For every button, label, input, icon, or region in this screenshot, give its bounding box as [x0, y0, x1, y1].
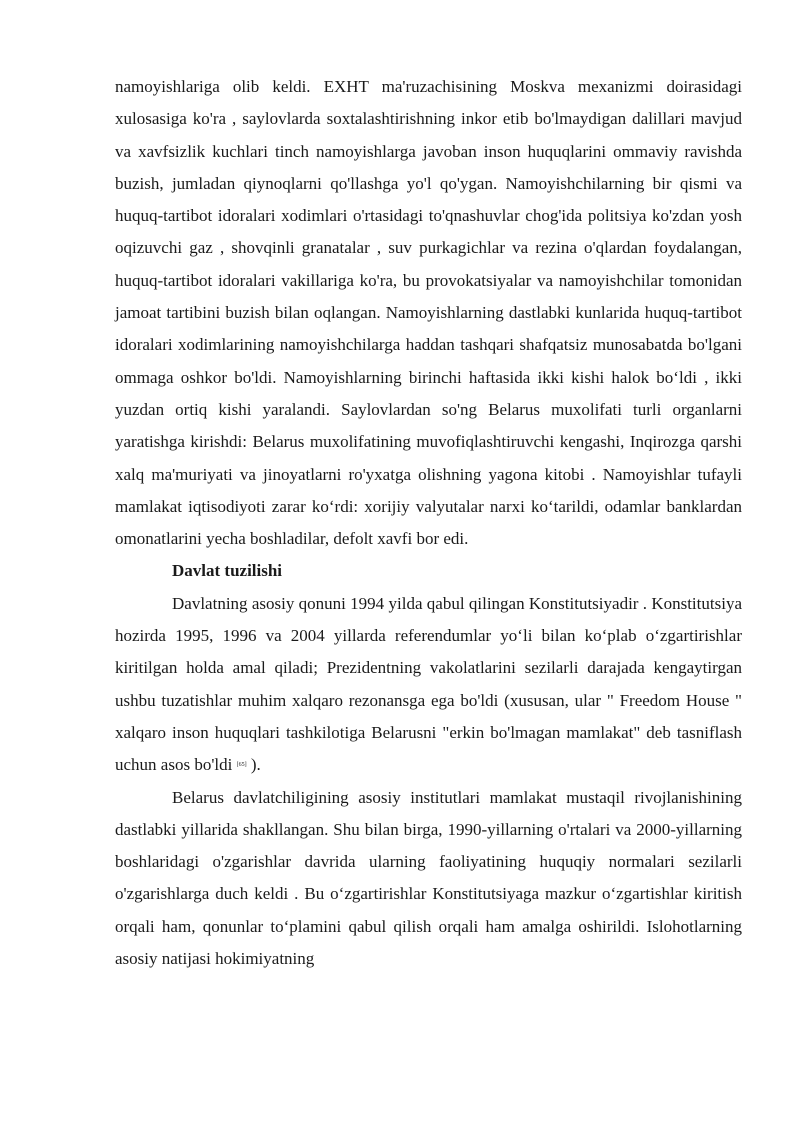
paragraph-constitution	[115, 588, 742, 782]
paragraph-institutions: Belarus davlatchiligining asosiy institutlari mamlakat mustaqil rivojlanishining dastlabki yillarida shakllangan. Shu bilan birga, 1990-yillarning o'rtalari va 2000-yillarning boshlaridagi o'zgarishlar davrida ularning faoliyatining huquqiy normalari sezilarli o'zgarishlarga duch keldi . Bu o‘zgartirishlar Konstitutsiyaga mazkur o‘zgartishlar kiritish orqali ham, qonunlar to‘plamini qabul qilish orqali ham amalga oshirildi. Islohotlarning asosiy natijasi hokimiyatning	[115, 787, 742, 969]
document-body	[115, 71, 742, 975]
paragraph-constitution-end: ).	[246, 755, 261, 775]
section-heading: Davlat tuzilishi	[172, 561, 283, 581]
footnote-reference[interactable]: [65]	[236, 762, 247, 769]
paragraph-constitution-text: Davlatning asosiy qonuni 1994 yilda qabul qilingan Konstitutsiyadir . Konstitutsiya hozirda 1995, 1996 va 2004 yillarda referendumlar yo‘li bilan ko‘plab o‘zgartirishlar kiritilgan holda amal qiladi; Prezidentning vakolatlarini sezilarli darajada kengaytirgan ushbu tuzatishlar muhim xalqaro rezonansga ega bo'ldi (xususan, ular " Freedom House " xalqaro inson huquqlari tashkilotiga Belarusni "erkin bo'lmagan mamlakat" deb tasniflash uchun asos bo'ldi	[115, 593, 742, 775]
paragraph-continuation: namoyishlariga olib keldi. EXHT ma'ruzachisining Moskva mexanizmi doirasidagi xulosasiga ko'ra , saylovlarda soxtalashtirishning inkor etib bo'lmaydigan dalillari mavjud va xavfsizlik kuchlari tinch namoyishlarga javoban inson huquqlarini ommaviy ravishda buzish, jumladan qiynoqlarni qo'llashga yo'l qo'ygan. Namoyishchilarning bir qismi va huquq-tartibot idoralari xodimlari o'rtasidagi to'qnashuvlar chog'ida politsiya ko'zdan yosh oqizuvchi gaz , shovqinli granatalar , suv purkagichlar va rezina o'qlardan foydalangan, huquq-tartibot idoralari vakillariga ko'ra, bu provokatsiyalar va namoyishchilar tomonidan jamoat tartibini buzish bilan oqlangan. Namoyishlarning dastlabki kunlarida huquq-tartibot idoralari xodimlarining namoyishchilarga haddan tashqari shafqatsiz munosabatda bo'lgani ommaga oshkor bo'ldi. Namoyishlarning birinchi haftasida ikki kishi halok bo‘ldi , ikki yuzdan ortiq kishi yaralandi. Saylovlardan so'ng Belarus muxolifati turli organlarni yaratishga kirishdi: Belarus muxolifatining muvofiqlashtiruvchi kengashi, Inqirozga qarshi xalq ma'muriyati va jinoyatlarni ro'yxatga olishning yagona kitobi . Namoyishlar tufayli mamlakat iqtisodiyoti zarar ko‘rdi: xorijiy valyutalar narxi ko‘tarildi, odamlar banklardan omonatlarini yecha boshladilar, defolt xavfi bor edi.	[115, 77, 742, 549]
